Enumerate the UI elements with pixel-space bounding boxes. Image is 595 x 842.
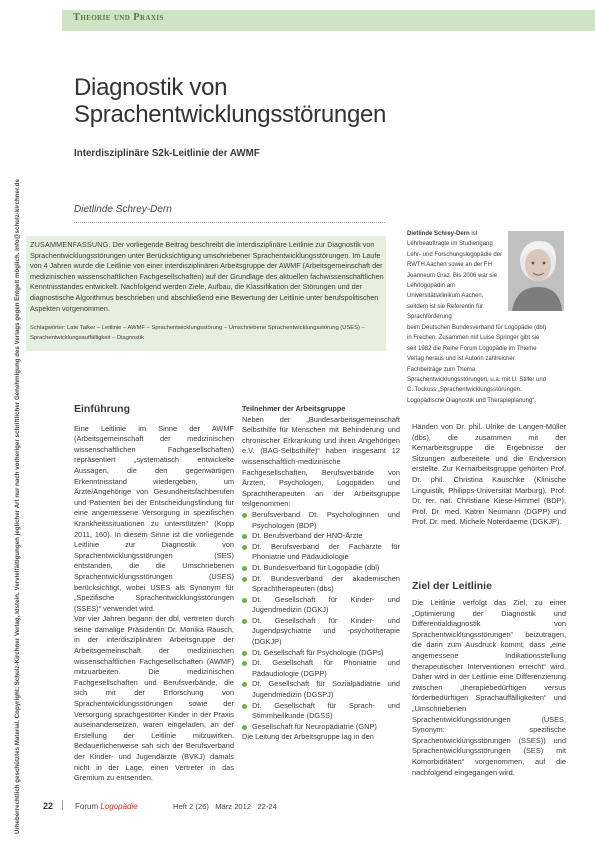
list-item: Dt. Berufsverband der HNO-Ärzte [242,531,400,542]
bio-text-top: ist Lehrbeauftragte im Studiengang Lehr- und Forschungslogopädie der RWTH Aachen sowie an der FH Joanneum Graz. Bis 2006 war sie Lehrlogopädin am Universitätsklinikum Aachen, seitdem ist sie Referentin für Sprachförderung [407,231,503,321]
intro-paragraph-2: Vor vier Jahren begann der dbl, vertreten durch seine damalige Präsidentin Dr. Monika Rausch, in der interdisziplinären Arbeitsgruppe der Arbeitsgemeinschaft der medizinischen wissenschaftlichen Fachgesellschaften (AWMF) mitzuarbeiten. Die medizinischen Fachgesellschaften und Berufsverbände, die sich mit der Erforschung von Sprachentwicklungsstörungen sowie der Versorgung sprachgestörter Kinder in der Praxis auseinandersetzen, waren eingeladen, an der Erstellung der Leitlinie mitzuwirken. Bedauerlicherweise sah sich der Berufsverband der Kinder- und Jugendärzte (BVKJ) damals nicht in der Lage, einen Vertreter in das Gremium zu entsenden. [74,614,234,783]
heading-goal: Ziel der Leitlinie [412,580,492,592]
intro-paragraph-1: Eine Leitlinie im Sinne der AWMF (Arbeitsgemeinschaft der medizinischen wissenschaftlichen Fachgesellschaften) repräsentiert „systematisch entwickelte Aussagen, die den gegenwärtigen Erkenntnisstand wiedergeben, um Ärzte/Angehörige von Gesundheitsfachberufen und Patienten bei der Entscheidungsfindung für eine angemessene Versorgung in spezifischen Krankheitssituationen zu unterstützen“ (Kopp 2011, 160). In diesem Sinne ist die vorliegende Leitlinie zur Diagnostik von Sprachentwicklungsstörungen (SES) entstanden, die die Umschriebenen Sprachentwicklungsstörungen (USES) berücksichtigt, wobei USES als Synonym für „Spezifische Sprachentwicklungsstörungen (SSES)“ verwendet wird. [74,423,234,613]
list-item: Dt. Bundesverband für Logopädie (dbl) [242,563,400,574]
list-item: Dt. Gesellschaft für Phoniatrie und Pädaudiologie (DGPP) [242,658,400,679]
list-item: Dt. Gesellschaft für Sozialpädiatrie und Jugendmedizin (DGSPJ) [242,679,400,700]
list-item: Berufsverband Dt. Psychologinnen und Psychologen (BDP) [242,510,400,531]
page-number: 22 [43,801,54,811]
bullet-icon [242,661,247,666]
article-title [74,74,386,128]
column-1 [74,404,234,784]
working-group-list [242,510,400,732]
list-item: Gesellschaft für Neuropädiatrie (GNP) [242,722,400,733]
list-item: Dt. Gesellschaft für Sprach- und Stimmheilkunde (DGSS) [242,701,400,722]
journal-name [75,802,138,811]
article-subtitle: Interdisziplinäre S2k-Leitlinie der AWMF [74,148,260,159]
list-item: Dt. Bundesverband der akademischen Sprachtherapeuten (dbs) [242,574,400,595]
abstract-text [30,240,384,314]
author-bio-top [407,229,504,323]
list-item: Dt. Gesellschaft für Psychologie (DGPs) [242,648,400,659]
bullet-icon [242,534,247,539]
abstract-keywords: Schlagwörter: Late Talker – Leitlinie – AWMF – Sprachentwicklungsstörung – Umschriebene Sprachentwicklungsstörung (USES) – Sprachentwicklungsauffälligkeit – Diagnostik [30,325,365,342]
abstract-body: Der vorliegende Beitrag beschreibt die interdisziplinäre Leitlinie zur Diagnostik von Sprachentwicklungsstörungen unter Berücksichtigung umschriebener Sprachentwicklungsstörungen. Im Laufe von 4 Jahren wurde die Leitlinie von einer interdisziplinären Arbeitsgruppe der AWMF (Arbeitsgemeinschaft der medizinischen wissenschaftlichen Fachgesellschaften) auf der Grundlage des aktuellen fachwissenschaftlichen Kenntnisstandes entwickelt. Nachfolgend werden Ziele, Aufbau, die Klassifikation der Störungen und der diagnostische Algorithmus beschrieben und abschließend eine Bewertung der Leitlinie unter berufspolitischen Aspekten vorgenommen. [30,240,384,313]
article-author: Dietlinde Schrey-Dern [74,204,172,215]
bullet-icon [242,725,247,730]
bullet-icon [242,651,247,656]
bullet-icon [242,577,247,582]
title-line-2: Sprachentwicklungsstörungen [74,101,387,128]
heading-working-group: Teilnehmer der Arbeitsgruppe [242,404,346,413]
copyright-sidebar [0,0,20,842]
portrait-image [508,231,564,311]
abstract-lead: ZUSAMMENFASSUNG. [30,240,111,249]
column-3-continued [412,598,566,778]
working-group-outro: Die Leitung der Arbeitsgruppe lag in den [242,732,374,742]
list-item: Dt. Berufsverband der Fachärzte für Phoniatrie und Pädaudiologie [242,542,400,563]
working-group-intro: Neben der „Bundesarbeitsgemeinschaft Selbsthilfe für Menschen mit Behinderung und chronischer Erkrankung und ihren Angehörigen e.V. (BAG-Selbsthilfe)“ haben insgesamt 12 wissenschaftlich-medizinische Fachgesellschaften, Berufsverbände von Ärzten, Psychologen, Logopäden und Sprachtherapeuten an der Arbeitsgruppe teilgenommen: [242,414,400,509]
title-line-1: Diagnostik von [74,74,228,101]
bullet-icon [242,566,247,571]
list-item: Dt. Gesellschaft für Kinder- und Jugendpsychiatrie und -psychotherapie (DGKJP) [242,616,400,648]
issue-info: Heft 2 (26) März 2012 22-24 [173,802,277,811]
footer-divider [62,800,63,810]
copyright-notice: Urheberrechtlich geschütztes Material. Copyright: Schulz-Kirchner Verlag, Idstein. Vervielfältigungen jeglicher Art nur nach vorheriger schriftlicher Genehmigung des Verlags gegen Entgelt möglich. info@schulz-kirchner.de [14,178,21,834]
bullet-icon [242,598,247,603]
journal-forum: Forum [75,802,99,811]
bullet-icon [242,682,247,687]
bullet-icon [242,704,247,709]
bullet-icon [242,513,247,518]
core-group-paragraph: Händen von Dr. phil. Ulrike de Langen-Müller (dbs), die zusammen mit der Kernarbeitsgruppe die Ergebnisse der Sitzungen aufbereitete und die Endversion erstellte. Zur Kernarbeitsgruppe gehörten Prof. Dr. phil. Christina Kauschke (Klinische Linguistik, Philipps-Universität Marburg), Prof. Dr. rer. nat. Christiane Kiese-Himmel (BDP), Prof. Dr. med. Katrin Neumann (DGPP) und Prof. Dr. med. Michele Noterdaeme (DGKJP). [412,422,566,527]
heading-introduction: Einführung [74,403,130,415]
author-divider [74,222,385,223]
goal-paragraph: Die Leitlinie verfolgt das Ziel, zu einer „Optimierung der Diagnostik und Differentialdiagnostik von Sprachentwicklungsstörungen“ beizutragen, die darin zum Ausdruck kommt, dass „eine angemessene Indikationsstellung therapeutischer Interventionen erreicht“ wird. Daher wird in der Leitlinie eine Differenzierung zwischen „therapiebedürftigen versus förderbedürftigen Sprachauffälligkeiten“ und „Umschriebenen Sprachentwicklungsstörungen (USES, Synonym: spezifische Sprachentwicklungsstörungen (SSES)) und Sprachentwicklungsstörungen (SES) mit Komorbiditäten“ vorgenommen, auf die nachfolgend eingegangen wird. [412,598,566,777]
list-item: Dt. Gesellschaft für Kinder- und Jugendmedizin (DGKJ) [242,595,400,616]
section-label: Theorie und Praxis [73,12,164,23]
journal-logo: Logopädie [100,802,138,811]
column-2 [242,404,400,743]
author-bio-bottom: beim Deutschen Bundesverband für Logopädie (dbl) in Frechen. Zusammen mit Luise Springer gibt sie seit 1982 die Reihe Forum Logopädie im Thieme Verlag heraus und ist Autorin zahlreicher Fachbeiträge zum Thema Sprachentwicklungsstörungen, u.a. mit U. Stiller und C. Tockuss „Sprachentwicklungsstörungen. Logopädische Diagnostik und Therapieplanung“. [407,325,547,404]
bio-name: Dietlinde Schrey-Dern [407,231,470,237]
bullet-icon [242,545,247,550]
column-3 [412,422,566,528]
author-photo [508,231,564,311]
bullet-icon [242,619,247,624]
